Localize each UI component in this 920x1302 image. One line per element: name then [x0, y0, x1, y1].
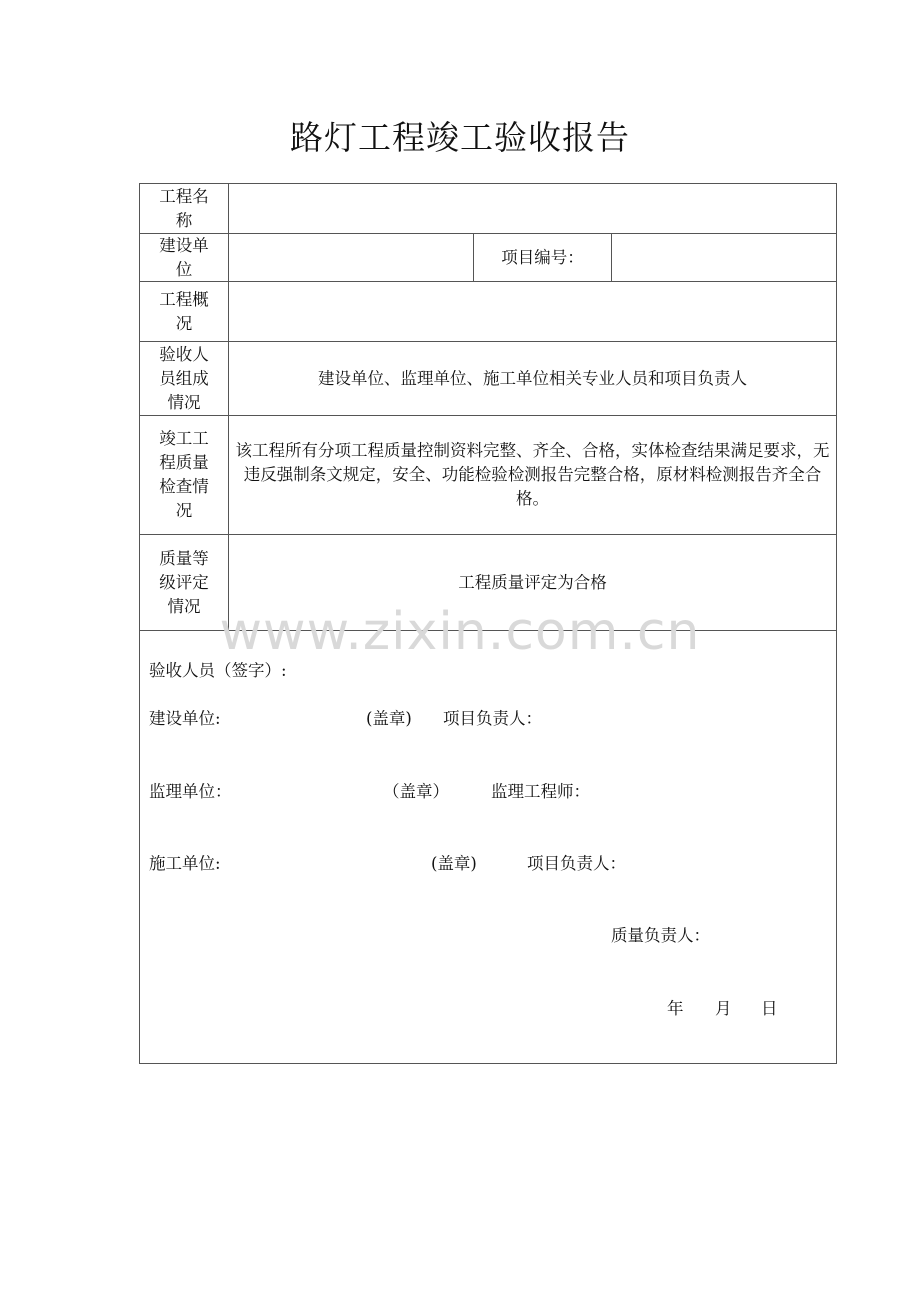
construction-unit-label: 建设单位: [159, 235, 209, 279]
supervision-seal-label: （盖章）: [383, 782, 449, 801]
construction-unit-field[interactable]: [229, 234, 473, 281]
construction-seal-label: (盖章): [366, 709, 412, 728]
overview-label: 工程概况: [159, 289, 209, 333]
acceptance-personnel-value: 建设单位、监理单位、施工单位相关专业人员和项目负责人: [318, 368, 747, 388]
quality-rating-label: 质量等级评定情况: [159, 548, 209, 616]
construction-unit-signature-label: 建设单位:: [149, 709, 221, 728]
quality-leader-label: 质量负责人：: [611, 926, 710, 945]
project-name-label: 工程名称: [159, 186, 209, 230]
acceptance-personnel-label: 验收人员组成情况: [159, 344, 209, 412]
supervision-engineer-label: 监理工程师：: [491, 782, 590, 801]
date-month-label: 月: [715, 999, 732, 1018]
quality-inspection-label: 竣工工程质量检查情况: [159, 429, 209, 520]
date-day-label: 日: [761, 999, 778, 1018]
construction-leader-label: 项目负责人：: [443, 709, 542, 728]
report-title: 路灯工程竣工验收报告: [290, 118, 630, 157]
quality-inspection-value: 该工程所有分项工程质量控制资料完整、齐全、合格，实体检查结果满足要求，无违反强制条文规定，安全、功能检验检测报告完整合格，原材料检测报告齐全合格。: [235, 441, 830, 508]
contractor-leader-label: 项目负责人：: [527, 854, 626, 873]
supervision-unit-signature-label: 监理单位：: [149, 782, 232, 801]
project-number-field[interactable]: [612, 234, 836, 281]
date-year-label: 年: [667, 999, 684, 1018]
project-number-label: 项目编号：: [501, 247, 584, 267]
project-name-field[interactable]: [229, 184, 836, 233]
quality-rating-value: 工程质量评定为合格: [458, 572, 607, 592]
contractor-unit-signature-label: 施工单位:: [149, 854, 221, 873]
contractor-seal-label: (盖章): [431, 854, 477, 873]
watermark: www.zixin.com.cn: [219, 602, 701, 662]
acceptance-staff-signature-label: 验收人员（签字）:: [149, 661, 287, 680]
overview-field[interactable]: [229, 282, 836, 341]
